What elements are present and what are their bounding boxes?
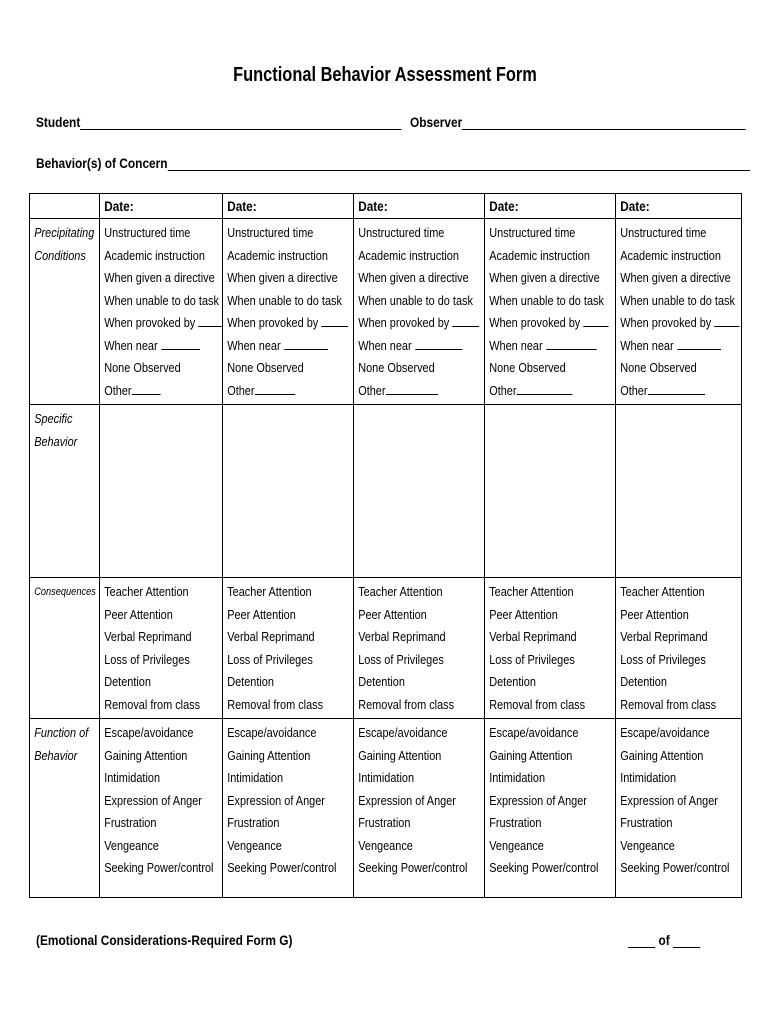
option-item[interactable]: Verbal Reprimand [227, 629, 315, 644]
function-cell[interactable] [354, 719, 485, 898]
option-item[interactable]: Escape/avoidance [358, 725, 448, 740]
option-label: When provoked by [358, 315, 450, 330]
option-label: Other [358, 382, 386, 398]
option-item[interactable] [620, 357, 744, 380]
student-observer-row [36, 114, 746, 130]
option-label: Other [620, 382, 648, 398]
specific-behavior-cell[interactable] [223, 405, 354, 578]
date-label: Date: [227, 198, 257, 214]
option-item[interactable]: Intimidation [489, 770, 546, 785]
option-item[interactable]: Detention [620, 674, 667, 689]
fill-in-blank[interactable] [648, 382, 705, 395]
option-item[interactable] [227, 245, 356, 268]
observer-field[interactable] [462, 115, 746, 130]
option-item[interactable]: Escape/avoidance [104, 725, 194, 740]
option-item[interactable]: Removal from class [104, 696, 201, 712]
option-item[interactable]: Detention [104, 674, 151, 689]
option-label: When unable to do task [620, 292, 735, 308]
date-cell[interactable] [223, 194, 354, 219]
option-label: Academic instruction [227, 247, 328, 263]
row-label-cell [30, 578, 100, 719]
option-item[interactable]: Loss of Privileges [104, 651, 190, 667]
option-label: Unstructured time [489, 225, 576, 240]
option-label: When provoked by [489, 315, 581, 330]
option-item[interactable] [358, 380, 487, 403]
date-label: Date: [104, 198, 134, 214]
option-item[interactable]: Removal from class [227, 696, 324, 712]
option-label: When provoked by [227, 315, 319, 330]
option-item[interactable]: Vengeance [489, 837, 544, 853]
option-item[interactable]: Gaining Attention [620, 747, 704, 763]
student-field[interactable] [80, 115, 401, 130]
option-item[interactable]: Loss of Privileges [358, 651, 444, 667]
option-item[interactable]: Frustration [489, 815, 542, 830]
option-item[interactable]: Seeking Power/control [358, 860, 468, 875]
fill-in-blank[interactable] [255, 382, 295, 395]
option-label: Unstructured time [620, 225, 707, 240]
option-item[interactable] [489, 222, 618, 245]
option-item[interactable] [358, 335, 487, 358]
row-label: Specific [34, 411, 73, 426]
option-item[interactable] [104, 222, 225, 245]
page-number-field[interactable] [628, 933, 655, 948]
option-item[interactable]: Loss of Privileges [227, 651, 313, 667]
fill-in-blank[interactable] [517, 382, 572, 395]
option-item[interactable]: Gaining Attention [227, 747, 311, 763]
option-item[interactable]: Vengeance [227, 837, 282, 853]
row-label: Behavior [34, 433, 78, 449]
consequences-cell[interactable] [354, 578, 485, 719]
option-label: Other [104, 382, 132, 398]
option-item[interactable]: Peer Attention [358, 606, 427, 622]
option-item[interactable] [227, 267, 356, 290]
date-label: Date: [620, 198, 650, 214]
option-item[interactable]: Intimidation [104, 770, 161, 785]
fill-in-blank[interactable] [584, 314, 609, 327]
option-item[interactable]: Loss of Privileges [489, 651, 575, 667]
function-cell[interactable] [616, 719, 742, 898]
consequences-cell[interactable] [616, 578, 742, 719]
option-item[interactable]: Peer Attention [227, 606, 296, 622]
observer-label: Observer [410, 114, 463, 130]
option-item[interactable] [227, 335, 356, 358]
option-label: None Observed [358, 360, 435, 375]
option-item[interactable]: Frustration [620, 815, 673, 830]
option-item[interactable]: Peer Attention [620, 606, 689, 622]
option-item[interactable]: Intimidation [620, 770, 677, 785]
fill-in-blank[interactable] [386, 382, 438, 395]
option-item[interactable]: Vengeance [358, 837, 413, 853]
option-item[interactable]: Frustration [358, 815, 411, 830]
option-label: Unstructured time [358, 225, 445, 240]
option-label: Academic instruction [358, 247, 459, 263]
option-label: When near [227, 337, 281, 353]
option-label: None Observed [489, 360, 566, 375]
option-label: Academic instruction [104, 247, 205, 263]
option-label: When near [104, 337, 158, 353]
option-label: When given a directive [104, 270, 215, 285]
date-cell[interactable] [616, 194, 742, 219]
page-count [628, 932, 700, 948]
option-item[interactable] [489, 335, 618, 358]
option-item[interactable]: Verbal Reprimand [358, 629, 446, 644]
option-item[interactable] [489, 312, 618, 335]
option-item[interactable] [358, 267, 487, 290]
option-item[interactable] [358, 290, 487, 313]
option-label: None Observed [227, 360, 304, 375]
option-label: When provoked by [620, 315, 712, 330]
option-label: Academic instruction [620, 247, 721, 263]
row-label: Consequences [34, 586, 96, 598]
consequences-cell[interactable] [485, 578, 616, 719]
option-label: When given a directive [620, 270, 731, 285]
option-item[interactable] [104, 312, 225, 335]
option-item[interactable] [104, 380, 225, 403]
option-label: Unstructured time [227, 225, 314, 240]
behavior-label: Behavior(s) of Concern [36, 155, 168, 171]
fill-in-blank[interactable] [132, 382, 161, 395]
option-label: When given a directive [227, 270, 338, 285]
option-item[interactable] [227, 312, 356, 335]
table-row-consequences [30, 578, 742, 719]
option-label: When unable to do task [489, 292, 604, 308]
option-label: Other [227, 382, 255, 398]
option-label: Other [489, 382, 517, 398]
precipitating-cell[interactable] [223, 219, 354, 405]
option-item[interactable]: Expression of Anger [227, 792, 325, 808]
option-item[interactable] [227, 357, 356, 380]
option-item[interactable]: Seeking Power/control [489, 860, 599, 875]
table-row-precipitating [30, 219, 742, 405]
option-item[interactable] [358, 222, 487, 245]
option-item[interactable]: Teacher Attention [489, 584, 574, 599]
option-item[interactable] [358, 312, 487, 335]
option-item[interactable] [620, 312, 744, 335]
behavior-row [36, 155, 750, 171]
option-item[interactable]: Peer Attention [489, 606, 558, 622]
option-item[interactable] [358, 245, 487, 268]
option-item[interactable]: Escape/avoidance [227, 725, 317, 740]
option-item[interactable]: Verbal Reprimand [489, 629, 577, 644]
table-row-specific-behavior [30, 405, 742, 578]
of-label: of [658, 932, 670, 948]
option-item[interactable] [489, 380, 618, 403]
option-item[interactable] [620, 290, 744, 313]
fill-in-blank[interactable] [677, 337, 721, 350]
option-item[interactable]: Vengeance [620, 837, 675, 853]
option-item[interactable]: Removal from class [620, 696, 717, 712]
table-row-function [30, 719, 742, 898]
fill-in-blank[interactable] [546, 337, 596, 350]
row-label-cell [30, 719, 100, 898]
option-item[interactable] [489, 290, 618, 313]
option-item[interactable]: Teacher Attention [358, 584, 443, 599]
option-item[interactable]: Seeking Power/control [227, 860, 337, 875]
option-item[interactable] [227, 290, 356, 313]
fill-in-blank[interactable] [161, 337, 200, 350]
option-item[interactable]: Intimidation [227, 770, 284, 785]
option-label: Unstructured time [104, 225, 191, 240]
date-cell[interactable] [354, 194, 485, 219]
option-label: When unable to do task [358, 292, 473, 308]
function-cell[interactable] [485, 719, 616, 898]
fill-in-blank[interactable] [453, 314, 480, 327]
date-label: Date: [358, 198, 388, 214]
option-item[interactable]: Teacher Attention [227, 584, 312, 599]
specific-behavior-cell[interactable] [100, 405, 223, 578]
specific-behavior-cell[interactable] [354, 405, 485, 578]
option-item[interactable]: Frustration [227, 815, 280, 830]
precipitating-cell[interactable] [100, 219, 223, 405]
option-item[interactable] [489, 267, 618, 290]
specific-behavior-cell[interactable] [616, 405, 742, 578]
fill-in-blank[interactable] [322, 314, 349, 327]
option-item[interactable]: Removal from class [489, 696, 586, 712]
row-label: Precipitating [34, 225, 95, 240]
fill-in-blank[interactable] [415, 337, 462, 350]
option-item[interactable] [104, 267, 225, 290]
option-item[interactable]: Teacher Attention [104, 584, 189, 599]
option-item[interactable] [620, 335, 744, 358]
option-item[interactable]: Intimidation [358, 770, 415, 785]
header-corner [30, 194, 100, 219]
option-label: When near [358, 337, 412, 353]
option-item[interactable]: Frustration [104, 815, 157, 830]
row-label: Conditions [34, 247, 86, 263]
option-item[interactable]: Gaining Attention [358, 747, 442, 763]
consequences-cell[interactable] [223, 578, 354, 719]
option-label: When near [620, 337, 674, 353]
option-item[interactable]: Detention [489, 674, 536, 689]
footer-note: (Emotional Considerations-Required Form G) [36, 932, 293, 948]
option-item[interactable] [227, 222, 356, 245]
function-cell[interactable] [100, 719, 223, 898]
fill-in-blank[interactable] [715, 314, 740, 327]
option-item[interactable]: Expression of Anger [489, 792, 587, 808]
row-label: Function of [34, 725, 89, 740]
table-row-dates [30, 194, 742, 219]
assessment-table [29, 193, 742, 898]
option-label: When near [489, 337, 543, 353]
option-item[interactable] [104, 245, 225, 268]
option-item[interactable] [620, 245, 744, 268]
fill-in-blank[interactable] [284, 337, 328, 350]
date-cell[interactable] [485, 194, 616, 219]
option-item[interactable]: Escape/avoidance [489, 725, 579, 740]
option-item[interactable]: Seeking Power/control [620, 860, 730, 875]
option-item[interactable] [104, 335, 225, 358]
date-cell[interactable] [100, 194, 223, 219]
option-item[interactable]: Loss of Privileges [620, 651, 706, 667]
option-item[interactable]: Gaining Attention [104, 747, 188, 763]
behavior-field[interactable] [168, 156, 750, 171]
option-label: When given a directive [489, 270, 600, 285]
option-label: When provoked by [104, 315, 196, 330]
option-item[interactable]: Gaining Attention [489, 747, 573, 763]
option-item[interactable]: Verbal Reprimand [620, 629, 708, 644]
option-item[interactable] [358, 357, 487, 380]
page-title: Functional Behavior Assessment Form [233, 64, 537, 86]
row-label: Behavior [34, 747, 78, 763]
option-item[interactable]: Detention [358, 674, 405, 689]
option-label: When unable to do task [104, 292, 219, 308]
precipitating-cell[interactable] [354, 219, 485, 405]
option-item[interactable]: Verbal Reprimand [104, 629, 192, 644]
option-item[interactable]: Seeking Power/control [104, 860, 214, 875]
fill-in-blank[interactable] [199, 314, 223, 327]
option-item[interactable] [489, 357, 618, 380]
row-label-cell [30, 405, 100, 578]
option-item[interactable]: Removal from class [358, 696, 455, 712]
precipitating-cell[interactable] [616, 219, 742, 405]
option-item[interactable] [620, 222, 744, 245]
option-item[interactable]: Peer Attention [104, 606, 173, 622]
option-item[interactable] [104, 290, 225, 313]
option-item[interactable]: Vengeance [104, 837, 159, 853]
row-label-cell [30, 219, 100, 405]
option-item[interactable]: Expression of Anger [358, 792, 456, 808]
option-label: None Observed [104, 360, 181, 375]
option-item[interactable] [104, 357, 225, 380]
option-item[interactable] [620, 380, 744, 403]
option-label: When given a directive [358, 270, 469, 285]
option-label: Academic instruction [489, 247, 590, 263]
specific-behavior-cell[interactable] [485, 405, 616, 578]
page-total-field[interactable] [673, 933, 700, 948]
consequences-cell[interactable] [100, 578, 223, 719]
function-cell[interactable] [223, 719, 354, 898]
date-label: Date: [489, 198, 519, 214]
option-label: None Observed [620, 360, 697, 375]
option-item[interactable] [227, 380, 356, 403]
option-item[interactable]: Teacher Attention [620, 584, 705, 599]
option-item[interactable] [620, 267, 744, 290]
option-item[interactable]: Detention [227, 674, 274, 689]
option-item[interactable]: Expression of Anger [104, 792, 202, 808]
option-item[interactable]: Escape/avoidance [620, 725, 710, 740]
option-label: When unable to do task [227, 292, 342, 308]
precipitating-cell[interactable] [485, 219, 616, 405]
option-item[interactable] [489, 245, 618, 268]
option-item[interactable]: Expression of Anger [620, 792, 718, 808]
student-label: Student [36, 114, 81, 130]
